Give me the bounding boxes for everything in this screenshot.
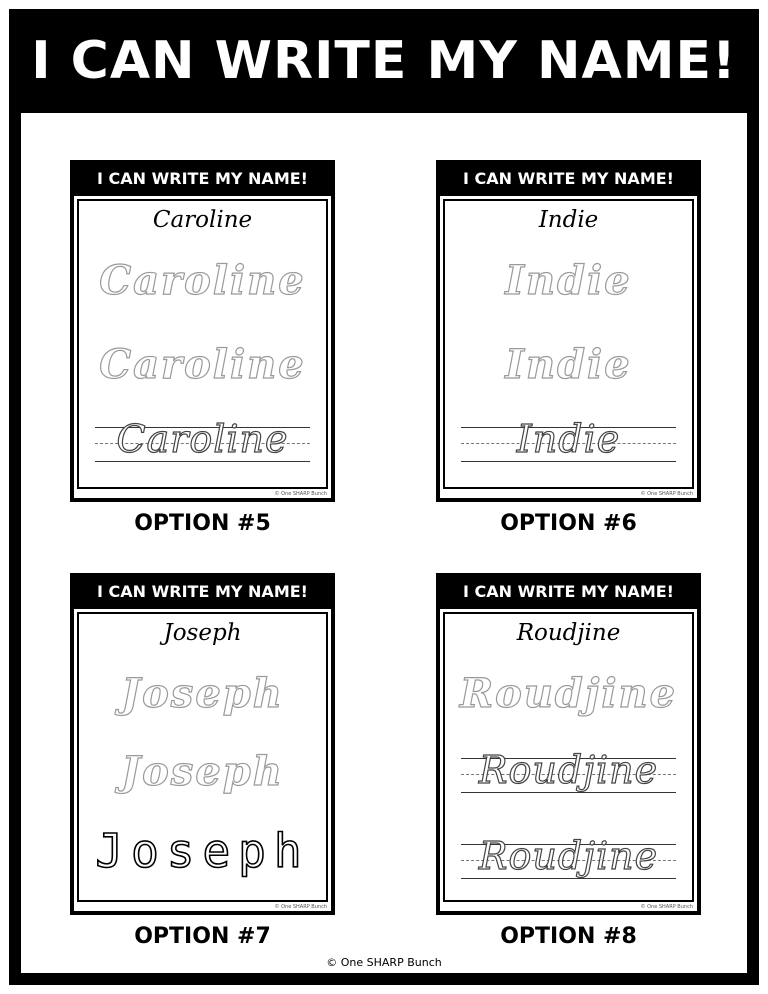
card-inner-border	[77, 612, 328, 902]
card-copyright: © One SHARP Bunch	[274, 904, 327, 910]
option-label-7: OPTION #7	[134, 924, 271, 949]
dotted-name-trace: Caroline	[116, 417, 289, 461]
card-name-label: Caroline	[152, 207, 253, 233]
worksheet-card-option-7	[70, 573, 335, 915]
card-header: I CAN WRITE MY NAME!	[463, 168, 674, 188]
worksheet-card-option-8	[436, 573, 701, 915]
card-copyright: © One SHARP Bunch	[640, 904, 693, 910]
handwriting-lines-1	[461, 748, 676, 794]
trace-name-row-2: Indie	[505, 341, 632, 388]
footer-copyright: © One SHARP Bunch	[326, 956, 442, 969]
handwriting-lines	[461, 417, 676, 463]
card-copyright: © One SHARP Bunch	[274, 491, 327, 497]
trace-name-row-1: Roudjine	[459, 670, 678, 717]
card-header: I CAN WRITE MY NAME!	[97, 168, 308, 188]
card-body	[74, 196, 331, 498]
page-banner	[9, 9, 759, 113]
worksheet-card-option-6	[436, 160, 701, 502]
option-label-6: OPTION #6	[500, 511, 637, 536]
card-copyright: © One SHARP Bunch	[640, 491, 693, 497]
handwriting-lines-2	[461, 834, 676, 880]
trace-name-row-1: Caroline	[99, 257, 306, 304]
card-header: I CAN WRITE MY NAME!	[463, 581, 674, 601]
card-inner-border	[443, 612, 694, 902]
dotted-name-trace: Roudjine	[478, 748, 659, 792]
handwriting-lines	[95, 417, 310, 463]
dotted-name-trace: Roudjine	[478, 834, 659, 878]
trace-name-row-1: Indie	[505, 257, 632, 304]
card-name-label: Joseph	[163, 620, 242, 646]
card-name-label: Indie	[538, 207, 599, 233]
dotted-name-trace: Indie	[516, 417, 621, 461]
card-body	[74, 609, 331, 911]
trace-name-row-2: Joseph	[121, 748, 284, 795]
card-body	[440, 609, 697, 911]
card-header: I CAN WRITE MY NAME!	[97, 581, 308, 601]
trace-name-row-2: Caroline	[99, 341, 306, 388]
worksheet-card-option-5	[70, 160, 335, 502]
option-label-8: OPTION #8	[500, 924, 637, 949]
card-body	[440, 196, 697, 498]
page-title: I CAN WRITE MY NAME!	[31, 31, 737, 91]
card-inner-border	[443, 199, 694, 489]
trace-name-row-1: Joseph	[121, 670, 284, 717]
card-inner-border	[77, 199, 328, 489]
dotted-print-name: Joseph	[95, 824, 310, 878]
option-label-5: OPTION #5	[134, 511, 271, 536]
card-name-label: Roudjine	[516, 620, 621, 646]
